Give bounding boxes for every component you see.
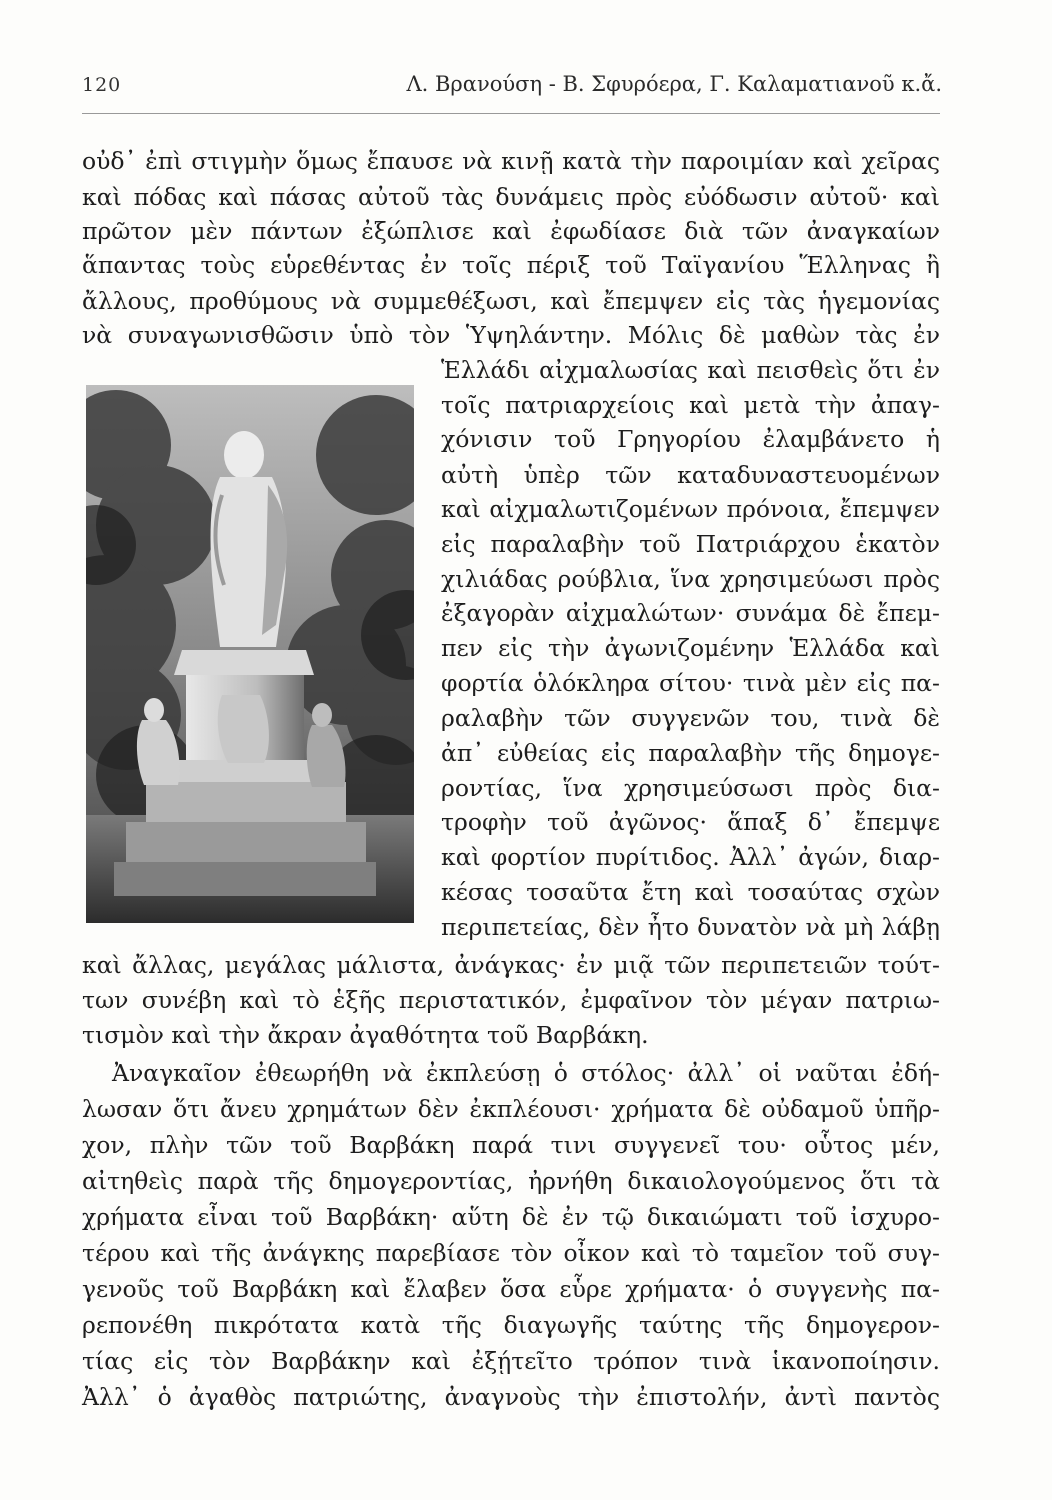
text-line: χρήματα εἶναι τοῦ Βαρβάκη· αὕτη δὲ ἐν τῷ δικαιώματι τοῦ ἰσχυρο- <box>82 1203 940 1231</box>
text-line: ἅπαντας τοὺς εὑρεθέντας ἐν τοῖς πέριξ τοῦ Ταϊγανίου Ἕλληνας ἢ <box>82 251 940 279</box>
text-line: γενοῦς τοῦ Βαρβάκη καὶ ἔλαβεν ὅσα εὗρε χρήματα· ὁ συγγενὴς πα- <box>82 1275 940 1303</box>
text-line: καὶ φορτίον πυρίτιδος. Ἀλλ᾽ ἀγών, διαρ- <box>441 843 940 871</box>
text-line: των συνέβη καὶ τὸ ἑξῆς περιστατικόν, ἐμφαῖνον τὸν μέγαν πατριω- <box>82 986 940 1014</box>
text-line: ροντίας, ἵνα χρησιμεύσωσι πρὸς δια- <box>441 774 940 802</box>
text-line: λωσαν ὅτι ἄνευ χρημάτων δὲν ἐκπλέουσι· χρήματα δὲ οὐδαμοῦ ὑπῆρ- <box>82 1095 940 1123</box>
page-header <box>82 66 942 106</box>
text-line: νὰ συναγωνισθῶσιν ὑπὸ τὸν Ὑψηλάντην. Μόλις δὲ μαθὼν τὰς ἐν <box>82 321 940 349</box>
statue-illustration <box>86 385 414 923</box>
text-line: ἀπ᾽ εὐθείας εἰς παραλαβὴν τῆς δημογε- <box>441 739 940 767</box>
text-line: οὐδ᾽ ἐπὶ στιγμὴν ὅμως ἔπαυσε νὰ κινῇ κατὰ τὴν παροιμίαν καὶ χεῖρας <box>82 147 940 175</box>
text-line: καὶ πόδας καὶ πάσας αὐτοῦ τὰς δυνάμεις πρὸς εὐόδωσιν αὐτοῦ· καὶ <box>82 183 940 211</box>
text-line: χον, πλὴν τῶν τοῦ Βαρβάκη παρά τινι συγγενεῖ του· οὗτος μέν, <box>82 1131 940 1159</box>
header-rule <box>82 113 940 114</box>
text-line: Ἀναγκαῖον ἐθεωρήθη νὰ ἐκπλεύσῃ ὁ στόλος· ἀλλ᾽ οἱ ναῦται ἐδή- <box>112 1059 940 1087</box>
text-line: τοῖς πατριαρχείοις καὶ μετὰ τὴν ἀπαγ- <box>441 391 940 419</box>
text-line: τίας εἰς τὸν Βαρβάκην καὶ ἐξῄτεῖτο τρόπον τινὰ ἱκανοποίησιν. <box>82 1347 940 1375</box>
running-head: Λ. Βρανούση - Β. Σφυρόερα, Γ. Καλαματιανοῦ κ.ἄ. <box>406 72 942 96</box>
text-line: ραλαβὴν τῶν συγγενῶν του, τινὰ δὲ <box>441 704 940 732</box>
text-line: ρεπονέθη πικρότατα κατὰ τῆς διαγωγῆς ταύτης τῆς δημογερον- <box>82 1311 940 1339</box>
text-line: ἄλλους, προθύμους νὰ συμμεθέξωσι, καὶ ἔπεμψεν εἰς τὰς ἡγεμονίας <box>82 287 940 315</box>
text-line: πρῶτον μὲν πάντων ἐξώπλισε καὶ ἐφωδίασε διὰ τῶν ἀναγκαίων <box>82 217 940 245</box>
text-line: χόνισιν τοῦ Γρηγορίου ἐλαμβάνετο ἡ <box>441 425 940 453</box>
text-line: χιλιάδας ρούβλια, ἵνα χρησιμεύωσι πρὸς <box>441 565 940 593</box>
text-line: αἰτηθεὶς παρὰ τῆς δημογεροντίας, ἠρνήθη δικαιολογούμενος ὅτι τὰ <box>82 1167 940 1195</box>
statue-photo <box>86 385 414 923</box>
text-line: τροφὴν τοῦ ἀγῶνος· ἅπαξ δ᾽ ἔπεμψε <box>441 808 940 836</box>
text-line: Ἑλλάδι αἰχμαλωσίας καὶ πεισθεὶς ὅτι ἐν <box>441 356 940 384</box>
text-line: περιπετείας, δὲν ἦτο δυνατὸν νὰ μὴ λάβῃ <box>441 913 940 941</box>
text-line: φορτία ὁλόκληρα σίτου· τινὰ μὲν εἰς πα- <box>441 669 940 697</box>
text-line: εἰς παραλαβὴν τοῦ Πατριάρχου ἑκατὸν <box>441 530 940 558</box>
text-line: καὶ ἄλλας, μεγάλας μάλιστα, ἀνάγκας· ἐν μιᾷ τῶν περιπετειῶν τούτ- <box>82 951 940 979</box>
text-line: κέσας τοσαῦτα ἔτη καὶ τοσαύτας σχὼν <box>441 878 940 906</box>
text-line: τέρου καὶ τῆς ἀνάγκης παρεβίασε τὸν οἶκον καὶ τὸ ταμεῖον τοῦ συγ- <box>82 1239 940 1267</box>
text-line: τισμὸν καὶ τὴν ἄκραν ἀγαθότητα τοῦ Βαρβάκη. <box>82 1021 649 1049</box>
text-line: πεν εἰς τὴν ἀγωνιζομένην Ἑλλάδα καὶ <box>441 634 940 662</box>
page-number: 120 <box>82 74 122 96</box>
text-line: αὐτὴ ὑπὲρ τῶν καταδυναστευομένων <box>441 461 940 489</box>
text-line: καὶ αἰχμαλωτιζομένων πρόνοια, ἔπεμψεν <box>441 495 940 523</box>
text-line: Ἀλλ᾽ ὁ ἀγαθὸς πατριώτης, ἀναγνοὺς τὴν ἐπιστολήν, ἀντὶ παντὸς <box>82 1383 940 1411</box>
text-line: ἐξαγορὰν αἰχμαλώτων· συνάμα δὲ ἔπεμ- <box>441 599 940 627</box>
